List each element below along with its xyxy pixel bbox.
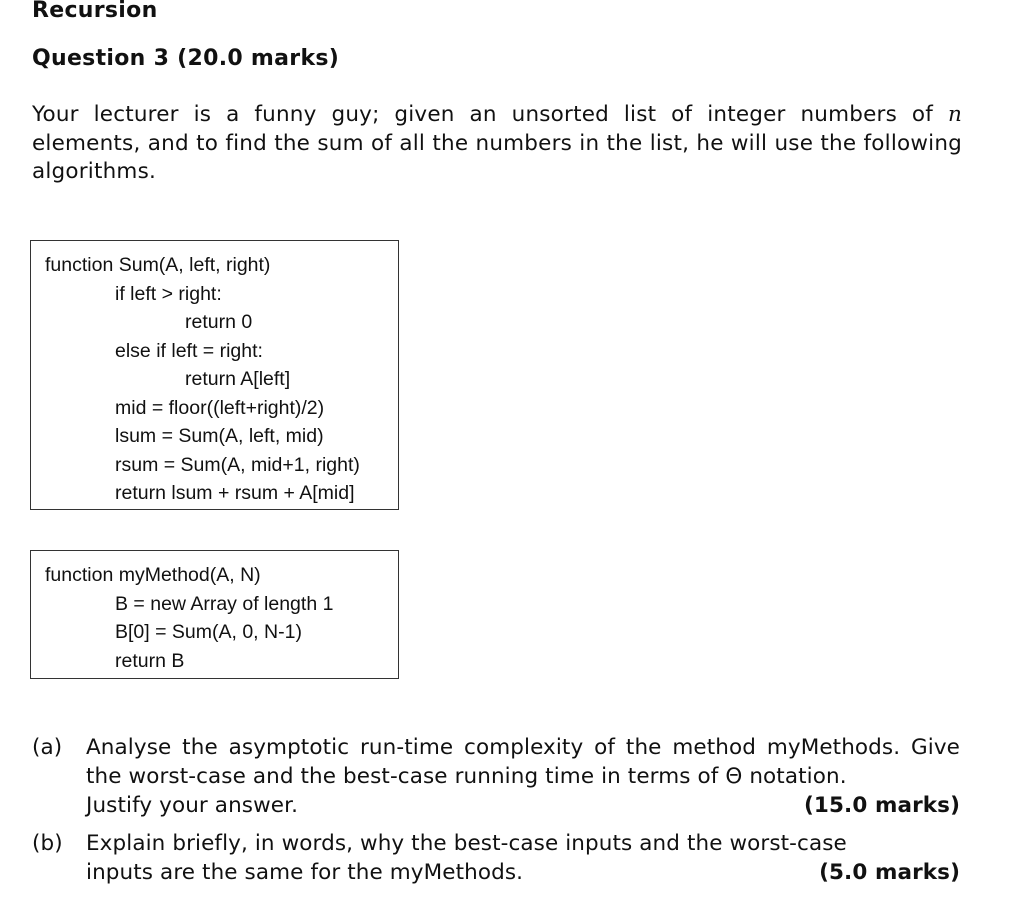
code-line: B[0] = Sum(A, 0, N-1)	[115, 621, 302, 643]
code-line: mid = floor((left+right)/2)	[115, 396, 325, 419]
question-part-label: (b)	[32, 831, 63, 856]
question-part-last-text: Justify your answer.	[86, 793, 299, 818]
code-line: return 0	[185, 311, 253, 333]
code-line: lsum = Sum(A, left, mid)	[115, 425, 324, 447]
code-line: return B	[115, 649, 185, 672]
marks-label: (5.0 marks)	[819, 860, 960, 885]
code-line: B = new Array of length 1	[115, 592, 334, 615]
intro-text-end: elements, and to find the sum of all the numbers in the list, he will use the following algorithms.	[32, 130, 962, 184]
marks-label: (15.0 marks)	[804, 793, 960, 818]
question-part-text: Analyse the asymptotic run-time complexity of the method myMethods. Give the worst-case and the best-case running time in terms of Θ notation.	[86, 735, 960, 789]
math-variable-n: n	[947, 102, 962, 127]
question-title: Question 3 (20.0 marks)	[32, 46, 340, 71]
question-intro	[32, 101, 962, 187]
code-line: return A[left]	[185, 368, 291, 390]
question-part-last-line	[86, 791, 960, 820]
code-line: else if left = right:	[115, 339, 263, 362]
question-part-text: Explain briefly, in words, why the best-case inputs and the worst-case	[86, 831, 847, 856]
section-title: Recursion	[32, 0, 158, 23]
sum-function-code-box	[30, 240, 399, 510]
code-line: rsum = Sum(A, mid+1, right)	[115, 453, 360, 476]
code-line: function myMethod(A, N)	[45, 564, 261, 586]
code-line: return lsum + rsum + A[mid]	[115, 482, 355, 504]
question-part-last-line	[86, 858, 960, 887]
question-part-label: (a)	[32, 735, 63, 760]
intro-text-start: Your lecturer is a funny guy; given an unsorted list of integer numbers of	[32, 102, 948, 127]
code-line: function Sum(A, left, right)	[45, 254, 271, 276]
question-part-last-text: inputs are the same for the myMethods.	[86, 860, 524, 885]
mymethod-function-code-box	[30, 550, 399, 679]
question-part-b	[32, 829, 960, 887]
code-line: if left > right:	[115, 282, 222, 305]
question-part-a	[32, 733, 960, 820]
